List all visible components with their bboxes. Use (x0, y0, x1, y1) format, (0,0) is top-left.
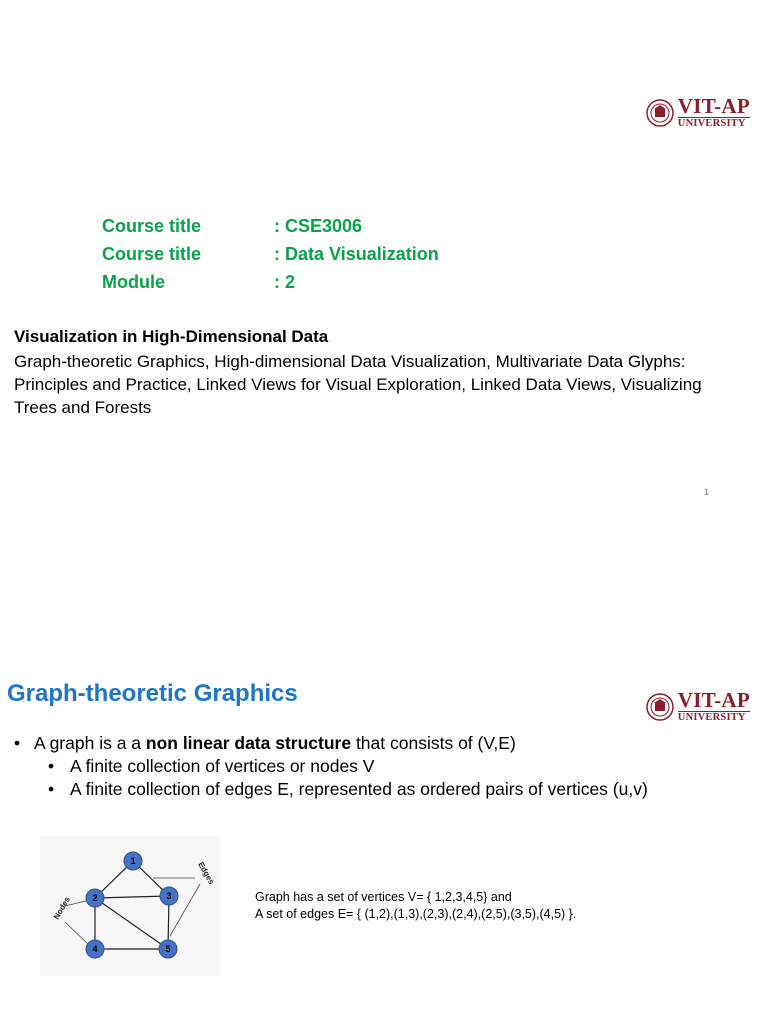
section-title: Visualization in High-Dimensional Data (14, 327, 329, 346)
page-number: 1 (704, 487, 710, 497)
bullet-text-suffix: that consists of (V,E) (351, 733, 516, 753)
graph-description (255, 889, 576, 923)
course-row-label: Module (102, 272, 165, 292)
edges-label: Edges (196, 860, 217, 886)
graph-edge (95, 896, 169, 898)
logo-subtitle: UNIVERSITY (678, 117, 750, 130)
course-info (102, 212, 439, 296)
graph-node-label: 3 (166, 891, 172, 901)
nodes-pointer-line (65, 922, 90, 946)
bullet-dot-icon: • (14, 733, 21, 753)
sub-bullet-item (14, 778, 648, 801)
graph-node-label: 2 (92, 893, 98, 903)
sub-bullet-item (14, 755, 648, 778)
bullet-dot-icon: • (48, 779, 55, 799)
course-row (102, 240, 439, 268)
bullet-list (14, 732, 648, 801)
slide-2 (0, 600, 768, 1024)
graph-description-line: A set of edges E= { (1,2),(1,3),(2,3),(2,4),(2,5),(3,5),(4,5) }. (255, 907, 577, 921)
course-row-value: : 2 (274, 272, 296, 292)
bullet-text-prefix: A graph is a a (34, 733, 146, 753)
graph-svg (40, 836, 220, 976)
graph-node-label: 1 (130, 856, 136, 866)
bullet-dot-icon: • (48, 756, 55, 776)
graph-edge (95, 898, 168, 949)
course-row-value: : Data Visualization (274, 244, 439, 264)
university-seal-icon (646, 99, 674, 127)
graph-node-label: 4 (92, 944, 98, 954)
logo-name: VIT-AP (677, 94, 750, 118)
course-row-label: Course title (102, 216, 202, 236)
course-row (102, 212, 439, 240)
course-row (102, 268, 439, 296)
logo-name: VIT-AP (677, 688, 750, 712)
graph-nodes (86, 852, 178, 958)
logo-subtitle: UNIVERSITY (678, 711, 750, 724)
bullet-text-bold: non linear data structure (145, 733, 352, 753)
nodes-label: Nodes (51, 895, 72, 921)
bullet-item (14, 732, 648, 755)
graph-diagram (40, 836, 220, 976)
course-row-label: Course title (102, 244, 202, 264)
sub-bullet-text: A finite collection of edges E, represented as ordered pairs of vertices (u,v) (70, 779, 648, 799)
course-row-value: : CSE3006 (274, 216, 363, 236)
section-text: Graph-theoretic Graphics, High-dimensional Data Visualization, Multivariate Data Glyphs: Principles and Practice, Linked Views for Visual Exploration, Linked Data Views, Visualizing Trees and Forests (14, 352, 702, 417)
university-logo (646, 96, 750, 130)
slide-title: Graph-theoretic Graphics (7, 680, 298, 707)
university-logo (646, 690, 750, 724)
graph-node-label: 5 (165, 944, 171, 954)
graph-description-line: Graph has a set of vertices V= { 1,2,3,4,5} and (255, 890, 512, 904)
university-seal-icon (646, 693, 674, 721)
sub-bullet-text: A finite collection of vertices or nodes V (70, 756, 375, 776)
